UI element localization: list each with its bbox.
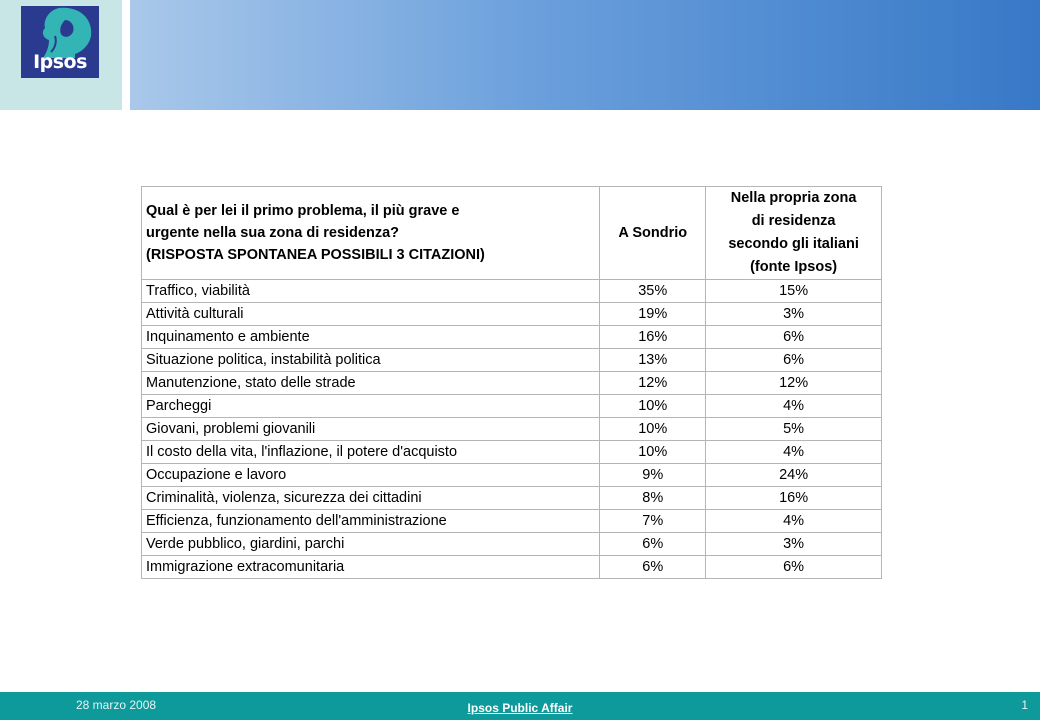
sondrio-value: 10% (600, 441, 706, 464)
table-row (142, 533, 882, 556)
table-row (142, 441, 882, 464)
italia-value: 6% (706, 326, 882, 349)
table-row (142, 303, 882, 326)
sondrio-value: 6% (600, 533, 706, 556)
sondrio-value: 13% (600, 349, 706, 372)
column-header-line: Nella propria zona (730, 190, 857, 206)
table-row (142, 464, 882, 487)
question-header (142, 187, 600, 280)
sondrio-value: 10% (600, 418, 706, 441)
italia-value: 3% (706, 303, 882, 326)
italia-value: 12% (706, 372, 882, 395)
row-label: Efficienza, funzionamento dell'amministrazione (142, 510, 600, 533)
sondrio-value: 19% (600, 303, 706, 326)
table-row (142, 556, 882, 579)
sondrio-value: 9% (600, 464, 706, 487)
row-label: Inquinamento e ambiente (142, 326, 600, 349)
ipsos-logo (21, 6, 99, 78)
row-label: Criminalità, violenza, sicurezza dei cittadini (142, 487, 600, 510)
sondrio-value: 6% (600, 556, 706, 579)
table-row (142, 326, 882, 349)
table-row (142, 487, 882, 510)
column-header-sondrio: A Sondrio (600, 187, 706, 280)
column-header-line: (fonte Ipsos) (750, 259, 838, 275)
sondrio-value: 12% (600, 372, 706, 395)
row-label: Il costo della vita, l'inflazione, il potere d'acquisto (142, 441, 600, 464)
italia-value: 4% (706, 395, 882, 418)
italia-value: 6% (706, 349, 882, 372)
italia-value: 16% (706, 487, 882, 510)
column-header-italia (706, 187, 882, 280)
question-line: urgente nella sua zona di residenza? (146, 225, 400, 241)
sondrio-value: 8% (600, 487, 706, 510)
footer-link[interactable]: Ipsos Public Affair (467, 701, 573, 715)
column-header-line: di residenza (751, 213, 836, 229)
row-label: Giovani, problemi giovanili (142, 418, 600, 441)
italia-value: 3% (706, 533, 882, 556)
row-label: Verde pubblico, giardini, parchi (142, 533, 600, 556)
row-label: Situazione politica, instabilità politica (142, 349, 600, 372)
sondrio-value: 7% (600, 510, 706, 533)
sondrio-value: 10% (600, 395, 706, 418)
table-row (142, 395, 882, 418)
table-row (142, 280, 882, 303)
question-line: (RISPOSTA SPONTANEA POSSIBILI 3 CITAZIONI) (146, 247, 485, 263)
question-line: Qual è per lei il primo problema, il più grave e (146, 203, 460, 219)
footer-date: 28 marzo 2008 (76, 698, 157, 712)
column-header-line: secondo gli italiani (728, 236, 859, 252)
italia-value: 5% (706, 418, 882, 441)
italia-value: 4% (706, 510, 882, 533)
page-number: 1 (1021, 698, 1028, 712)
italia-value: 4% (706, 441, 882, 464)
survey-table (141, 186, 882, 579)
row-label: Manutenzione, stato delle strade (142, 372, 600, 395)
footer (0, 692, 1040, 720)
table-row (142, 349, 882, 372)
row-label: Parcheggi (142, 395, 600, 418)
header-divider (122, 0, 130, 110)
sondrio-value: 35% (600, 280, 706, 303)
italia-value: 24% (706, 464, 882, 487)
table-row (142, 418, 882, 441)
table-header-row (142, 187, 882, 280)
row-label: Occupazione e lavoro (142, 464, 600, 487)
header-band (130, 0, 1040, 110)
row-label: Immigrazione extracomunitaria (142, 556, 600, 579)
table-body (142, 280, 882, 579)
italia-value: 6% (706, 556, 882, 579)
row-label: Traffico, viabilità (142, 280, 600, 303)
table-row (142, 372, 882, 395)
logo-panel (0, 0, 122, 110)
italia-value: 15% (706, 280, 882, 303)
sondrio-value: 16% (600, 326, 706, 349)
table-row (142, 510, 882, 533)
row-label: Attività culturali (142, 303, 600, 326)
logo-text: Ipsos (33, 51, 87, 73)
